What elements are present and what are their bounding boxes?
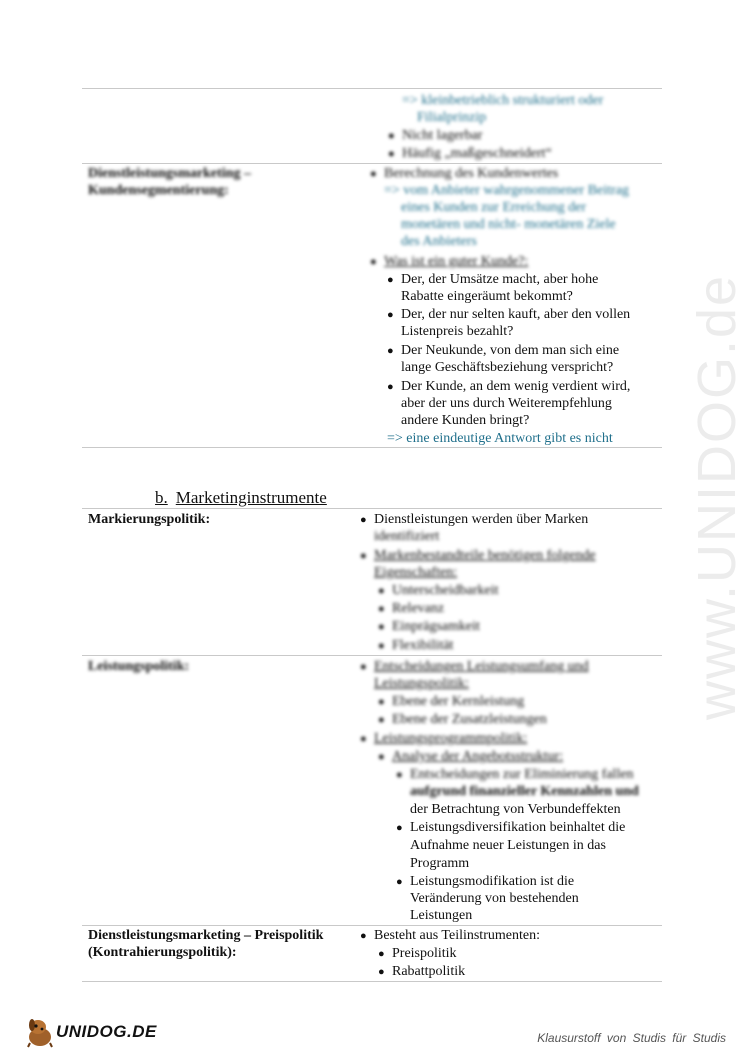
cell-text: der Betrachtung von Verbundeffekten [410,802,621,817]
list-item: lange Geschäftsbeziehung verspricht? [401,360,614,375]
cell-text: Was ist ein guter Kunde?: [384,254,529,269]
bullet-icon: ● [360,550,367,562]
bullet-icon: ● [378,640,385,652]
cell-text: Einprägsamkeit [392,619,480,634]
cell-text: => vom Anbieter wahrgenommener Beitrag [384,183,629,198]
cell-text: Leistungsprogrammpolitik: [374,731,528,746]
section-heading [155,487,327,509]
list-item: Rabattpolitik [392,964,466,979]
bullet-icon: ● [360,930,367,942]
list-item: Leistungsmodifikation ist die [410,874,575,889]
cell-text: Ebene der Kernleistung [392,694,525,709]
bullet-icon: ● [378,696,385,708]
cell-text: eines Kunden zur Erreichung der [401,200,587,215]
bullet-icon: ● [396,822,403,834]
section-title: Marketinginstrumente [175,488,327,507]
cell-text: Relevanz [392,601,445,616]
cell-text: Analyse der Angebotsstruktur: [392,749,564,764]
row-label: Kundensegmentierung: [88,183,229,198]
conclusion-text: => eine eindeutige Antwort gibt es nicht [387,431,613,446]
list-item: Listenpreis bezahlt? [401,324,514,339]
bullet-icon: ● [378,585,385,597]
table-rule [82,981,662,982]
bullet-icon: ● [387,309,394,321]
list-item: Der, der nur selten kauft, aber den vollen [401,307,631,322]
cell-text: des Anbieters [401,234,477,249]
bullet-icon: ● [388,148,395,160]
cell-text: Filialprinzip [417,110,487,125]
list-item: Veränderung von bestehenden [410,891,579,906]
cell-text: Ebene der Zusatzleistungen [392,712,547,727]
cell-text: Leistungspolitik: [374,676,469,691]
list-item: andere Kunden bringt? [401,413,530,428]
bullet-icon: ● [370,256,377,268]
bullet-icon: ● [378,603,385,615]
footer-tagline: Klausurstoff von Studis für Studis [537,1031,726,1045]
row-label: Dienstleistungsmarketing – Preispolitik [88,928,324,943]
bullet-icon: ● [378,714,385,726]
cell-text: => kleinbetrieblich strukturiert oder [402,93,604,108]
cell-text: Entscheidungen zur Eliminierung fallen [410,767,634,782]
bullet-icon: ● [378,621,385,633]
bullet-icon: ● [388,130,395,142]
bullet-icon: ● [387,345,394,357]
bullet-icon: ● [378,966,385,978]
bullet-icon: ● [370,168,377,180]
row-label: Dienstleistungsmarketing – [88,166,251,181]
cell-text: Berechnung des Kundenwertes [384,166,559,181]
section-number: b. [155,488,168,507]
list-item: Aufnahme neuer Leistungen in das [410,838,606,853]
cell-text: monetären und nicht- monetären Ziele [401,217,616,232]
list-item: Der, der Umsätze macht, aber hohe [401,272,599,287]
cell-text: Flexibilität [392,638,454,653]
list-item: Rabatte eingeräumt bekommt? [401,289,573,304]
cell-text: Häufig „maßgeschneidert“ [402,146,552,161]
row-label: Leistungspolitik: [88,659,190,674]
bullet-icon: ● [387,381,394,393]
bullet-icon: ● [387,274,394,286]
list-item: Leistungsdiversifikation beinhaltet die [410,820,626,835]
cell-text: Besteht aus Teilinstrumenten: [374,928,540,943]
list-item: Leistungen [410,908,473,923]
logo-text: UNIDOG.DE [56,1022,157,1041]
bullet-icon: ● [396,876,403,888]
cell-text: aufgrund finanzieller Kennzahlen und [410,784,639,799]
bullet-icon: ● [360,514,367,526]
row-label: (Kontrahierungspolitik): [88,945,237,960]
list-item: aber der uns durch Weiterempfehlung [401,396,612,411]
cell-text: Nicht lagerbar [402,128,483,143]
unidog-logo [24,1013,174,1049]
bullet-icon: ● [378,948,385,960]
list-item: Preispolitik [392,946,457,961]
table-rule [82,447,662,448]
list-item: Der Kunde, an dem wenig verdient wird, [401,379,631,394]
row-label: Markierungspolitik: [88,512,211,527]
cell-text: identifiziert [374,529,440,544]
bullet-icon: ● [360,661,367,673]
table-rule [82,508,662,509]
list-item: Der Neukunde, von dem man sich eine [401,343,620,358]
cell-text: Markenbestandteile benötigen folgende [374,548,596,563]
list-item: Programm [410,856,470,871]
cell-text: Entscheidungen Leistungsumfang und [374,659,589,674]
bullet-icon: ● [378,751,385,763]
watermark: www.UNIDOG.de [687,273,747,720]
cell-text: Unterscheidbarkeit [392,583,499,598]
cell-text: Eigenschaften: [374,565,458,580]
bullet-icon: ● [360,733,367,745]
bullet-icon: ● [396,769,403,781]
dog-icon [24,1013,58,1049]
table-rule [82,925,662,926]
cell-text: Dienstleistungen werden über Marken [374,512,589,527]
table-rule [82,88,662,89]
table-rule [82,163,662,164]
table-rule [82,655,662,656]
